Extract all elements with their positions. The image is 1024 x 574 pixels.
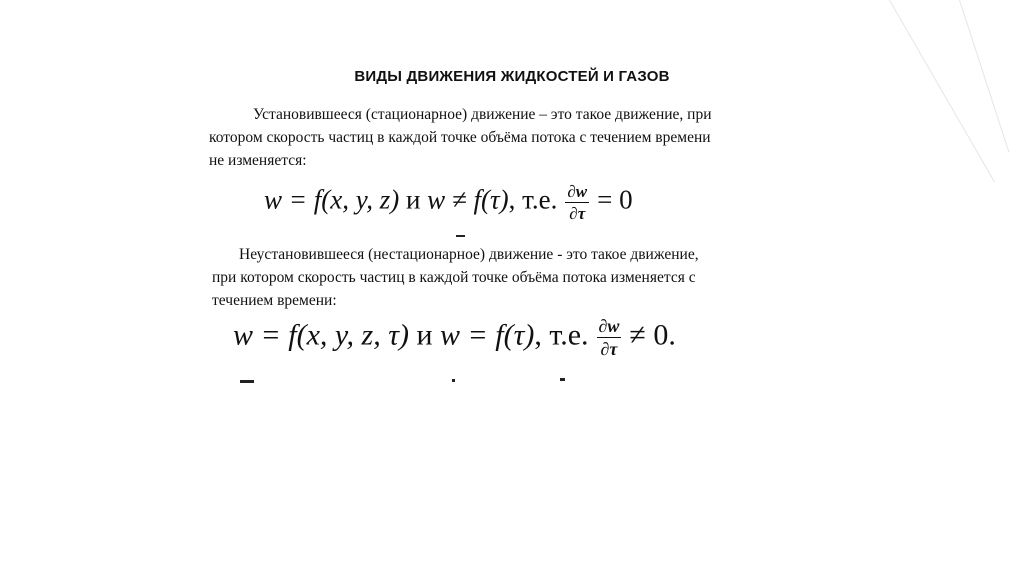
formula-steady: [264, 181, 633, 224]
fraction-numerator: ∂w: [598, 316, 620, 336]
formula-rhs: = 0: [597, 184, 633, 215]
partial-derivative-fraction: [597, 315, 622, 360]
paragraph-steady-flow: [209, 103, 784, 172]
formula-conjunction: и: [399, 184, 428, 215]
scan-artifact: [560, 378, 565, 381]
scan-artifact: [240, 380, 254, 383]
formula-mid: w = f(τ): [440, 318, 535, 352]
formula-conjunction: и: [408, 318, 441, 352]
formula-te: , т.е.: [508, 184, 558, 215]
formula-te: , т.е.: [534, 318, 589, 352]
scan-artifact: [456, 235, 465, 237]
fraction-denominator: ∂τ: [600, 339, 618, 359]
fraction-denominator: ∂τ: [569, 204, 586, 223]
paragraph-line: не изменяется:: [209, 152, 307, 169]
formula-lhs: w = f(x, y, z): [264, 184, 400, 215]
formula-unsteady: [233, 315, 676, 360]
scan-artifact: [452, 379, 455, 382]
paragraph-line: течением времени:: [212, 292, 337, 309]
paragraph-line: Неустановившееся (нестационарное) движение - это такое движение,: [239, 246, 699, 263]
paragraph-line: Установившееся (стационарное) движение – это такое движение, при: [253, 106, 712, 123]
formula-lhs: w = f(x, y, z, τ): [233, 318, 409, 352]
paragraph-unsteady-flow: [212, 243, 797, 312]
partial-derivative-fraction: [565, 181, 589, 224]
paragraph-line: при котором скорость частиц в каждой точке объёма потока изменяется с: [212, 269, 696, 286]
slide-title: ВИДЫ ДВИЖЕНИЯ ЖИДКОСТЕЙ И ГАЗОВ: [354, 68, 670, 85]
fraction-numerator: ∂w: [567, 182, 588, 201]
formula-mid: w ≠ f(τ): [427, 184, 509, 215]
formula-rhs: ≠ 0.: [629, 318, 676, 352]
corner-decoration-line: [889, 0, 995, 182]
paragraph-line: котором скорость частиц в каждой точке объёма потока с течением времени: [209, 129, 711, 146]
